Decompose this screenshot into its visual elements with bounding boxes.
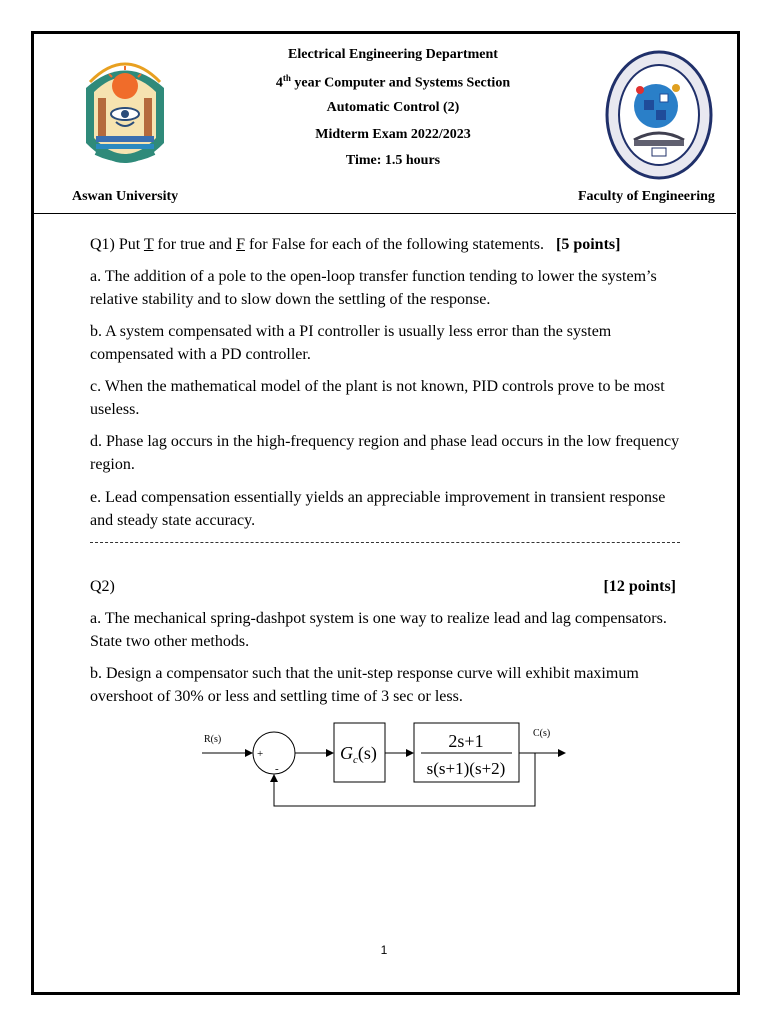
q1-item-c: c. When the mathematical model of the plant is not known, PID controls prove to be most useless. bbox=[90, 378, 665, 418]
plant-numerator: 2s+1 bbox=[448, 731, 484, 751]
section-name bbox=[243, 73, 543, 92]
input-label: R(s) bbox=[204, 734, 222, 745]
q1-points: [5 points] bbox=[556, 236, 621, 253]
department-name: Electrical Engineering Department bbox=[288, 47, 498, 62]
course-name: Automatic Control (2) bbox=[326, 100, 460, 115]
faculty-name: Faculty of Engineering bbox=[578, 189, 715, 204]
q1-prompt bbox=[90, 233, 690, 256]
q1-item-b: b. A system compensated with a PI controller is usually less error than the system compensated with a PD controller. bbox=[90, 323, 612, 363]
q1-prompt-mid: for true and bbox=[153, 236, 237, 253]
header-divider bbox=[32, 213, 736, 214]
true-letter: T bbox=[143, 236, 154, 253]
plus-sign: + bbox=[257, 748, 264, 760]
plant-denominator: s(s+1)(s+2) bbox=[426, 759, 506, 778]
aswan-university-logo bbox=[76, 48, 174, 180]
exam-name: Midterm Exam 2022/2023 bbox=[315, 127, 471, 142]
q2-item-a: a. The mechanical spring-dashpot system is one way to realize lead and lag compensators. State two other methods. bbox=[90, 610, 667, 650]
minus-sign: - bbox=[275, 763, 279, 775]
controller-label: $G_c(s)$ bbox=[340, 743, 377, 766]
q2-label: Q2) bbox=[90, 578, 115, 595]
q1-prompt-start: Q1) Put bbox=[90, 236, 144, 253]
q1-item-a: a. The addition of a pole to the open-loop transfer function tending to lower the system’s relative stability and to slow down the settling of the response. bbox=[90, 268, 657, 308]
section-name-text: year Computer and Systems Section bbox=[290, 75, 511, 91]
exam-time: Time: 1.5 hours bbox=[345, 153, 441, 168]
q1-item-e: e. Lead compensation essentially yields an appreciable improvement in transient response and steady state accuracy. bbox=[90, 489, 666, 529]
university-name: Aswan University bbox=[72, 189, 179, 204]
false-letter: F bbox=[236, 236, 245, 253]
faculty-of-engineering-logo bbox=[604, 48, 714, 182]
output-label: C(s) bbox=[533, 728, 551, 739]
block-diagram bbox=[200, 720, 580, 815]
q2-points: [12 points] bbox=[603, 578, 676, 595]
page-number: 1 bbox=[380, 943, 388, 957]
q2-item-b: b. Design a compensator such that the unit-step response curve will exhibit maximum overshoot of 30% or less and settling time of 3 sec or less. bbox=[90, 665, 639, 705]
section-year-number: 4 bbox=[275, 75, 283, 91]
section-separator bbox=[90, 542, 680, 543]
section-year-suffix: th bbox=[282, 73, 291, 83]
q1-prompt-end: for False for each of the following statements. bbox=[244, 236, 544, 253]
q1-item-d: d. Phase lag occurs in the high-frequency region and phase lead occurs in the low frequency region. bbox=[90, 433, 680, 473]
